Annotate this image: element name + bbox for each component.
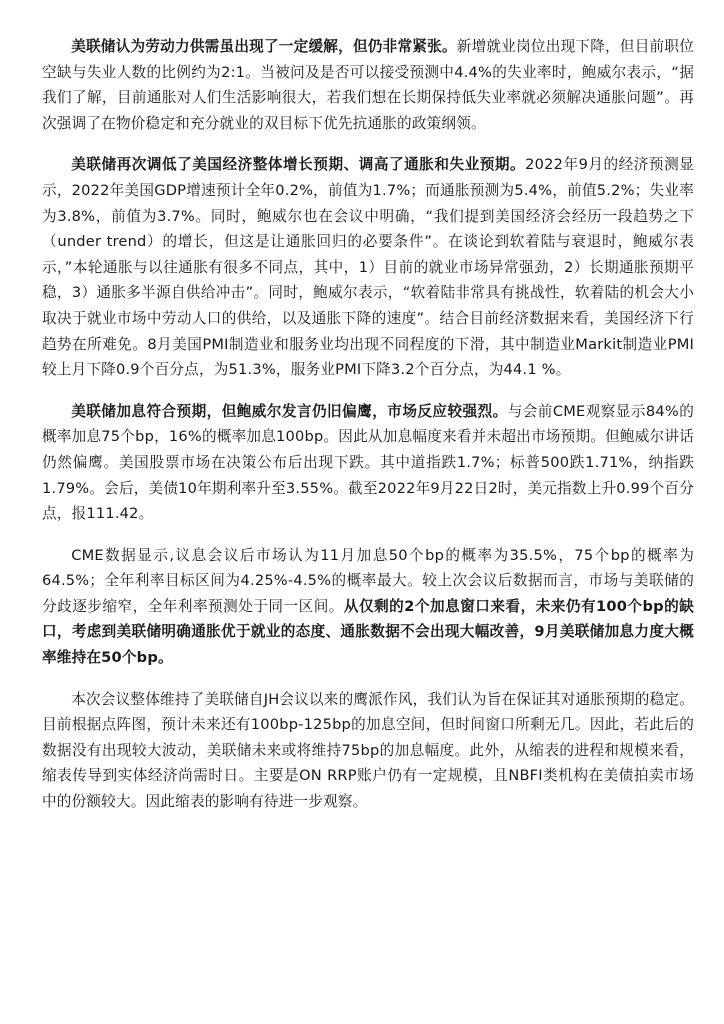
paragraph-economic-projections: [42, 152, 694, 382]
paragraph-text: 与会前CME观察显示84%的概率加息75个bp，16%的概率加息100bp。因此从加息幅度来看并未超出市场预期。但鲍威尔讲话仍然偏鹰。美国股票市场在决策公布后出现下跌。其中道指跌1.7%；标普500跌1.71%，纳指跌1.79%。会后，美债10年期利率升至3.55%。截至2022年9月22日2时，美元指数上升0.99个百分点，报111.42。: [42, 402, 694, 523]
paragraph-conclusion: 从仅剩的2个加息窗口来看，未来仍有100个bp的缺口，考虑到美联储明确通胀优于就业的态度、通胀数据不会出现大幅改善，9月美联储加息力度大概率维持在50个bp。: [42, 597, 694, 667]
paragraph-market-reaction: [42, 399, 694, 527]
paragraph-text: 2022年9月的经济预测显示，2022年美国GDP增速预计全年0.2%，前值为1.7%；而通胀预测为5.4%，前值5.2%；失业率为3.8%，前值为3.7%。同时，鲍威尔也在会议中明确，“我们提到美国经济会经历一段趋势之下（under trend）的增长，但这是让通胀回归的必要条件”。在谈论到软着陆与衰退时，鲍威尔表示，”本轮通胀与以往通胀有很多不同点，其中，1）目前的就业市场异常强劲，2）长期通胀预期平稳，3）通胀多半源自供给冲击”。同时，鲍威尔表示，“软着陆非常具有挑战性，软着陆的机会大小取决于就业市场中劳动人口的供给，以及通胀下降的速度”。结合目前经济数据来看，美国经济下行趋势在所难免。8月美国PMI制造业和服务业均出现不同程度的下滑，其中制造业Markit制造业PMI较上月下降0.9个百分点，为51.3%，服务业PMI下降3.2个百分点，为44.1 %。: [42, 156, 694, 379]
paragraph-lead: 美联储认为劳动力供需虽出现了一定缓解，但仍非常紧张。: [71, 38, 457, 55]
paragraph-lead: 美联储加息符合预期，但鲍威尔发言仍旧偏鹰，市场反应较强烈。: [71, 402, 508, 420]
paragraph-outlook: [42, 687, 694, 815]
paragraph-text: CME数据显示,议息会议后市场认为11月加息50个bp的概率为35.5%，75个bp的概率为64.5%；全年利率目标区间为4.25%-4.5%的概率最大。较上次会议后数据而言，市场与美联储的分歧逐步缩窄，全年利率预测处于同一区间。: [42, 546, 694, 615]
paragraph-cme-data: [42, 543, 694, 671]
paragraph-lead: 美联储再次调低了美国经济整体增长预期、调高了通胀和失业预期。: [71, 156, 526, 174]
paragraph-text: 新增就业岗位出现下降，但目前职位空缺与失业人数的比例约为2:1。当被问及是否可以接受预测中4.4%的失业率时，鲍威尔表示，“据我们了解，目前通胀对人们生活影响很大，若我们想在长期保持低失业率就必须解决通胀问题”。再次强调了在物价稳定和充分就业的双目标下优先抗通胀的政策纲领。: [42, 38, 695, 132]
document-body: [42, 34, 694, 831]
paragraph-text: 本次会议整体维持了美联储自JH会议以来的鹰派作风，我们认为旨在保证其对通胀预期的稳定。目前根据点阵图，预计未来还有100bp-125bp的加息空间，但时间窗口所剩无几。因此，若此后的数据没有出现较大波动，美联储未来或将维持75bp的加息幅度。此外，从缩表的进程和规模来看，缩表传导到实体经济尚需时日。主要是ON RRP账户仍有一定规模，且NBFI类机构在美债拍卖市场中的份额较大。因此缩表的影响有待进一步观察。: [42, 690, 694, 811]
paragraph-labor-market: [42, 34, 694, 136]
